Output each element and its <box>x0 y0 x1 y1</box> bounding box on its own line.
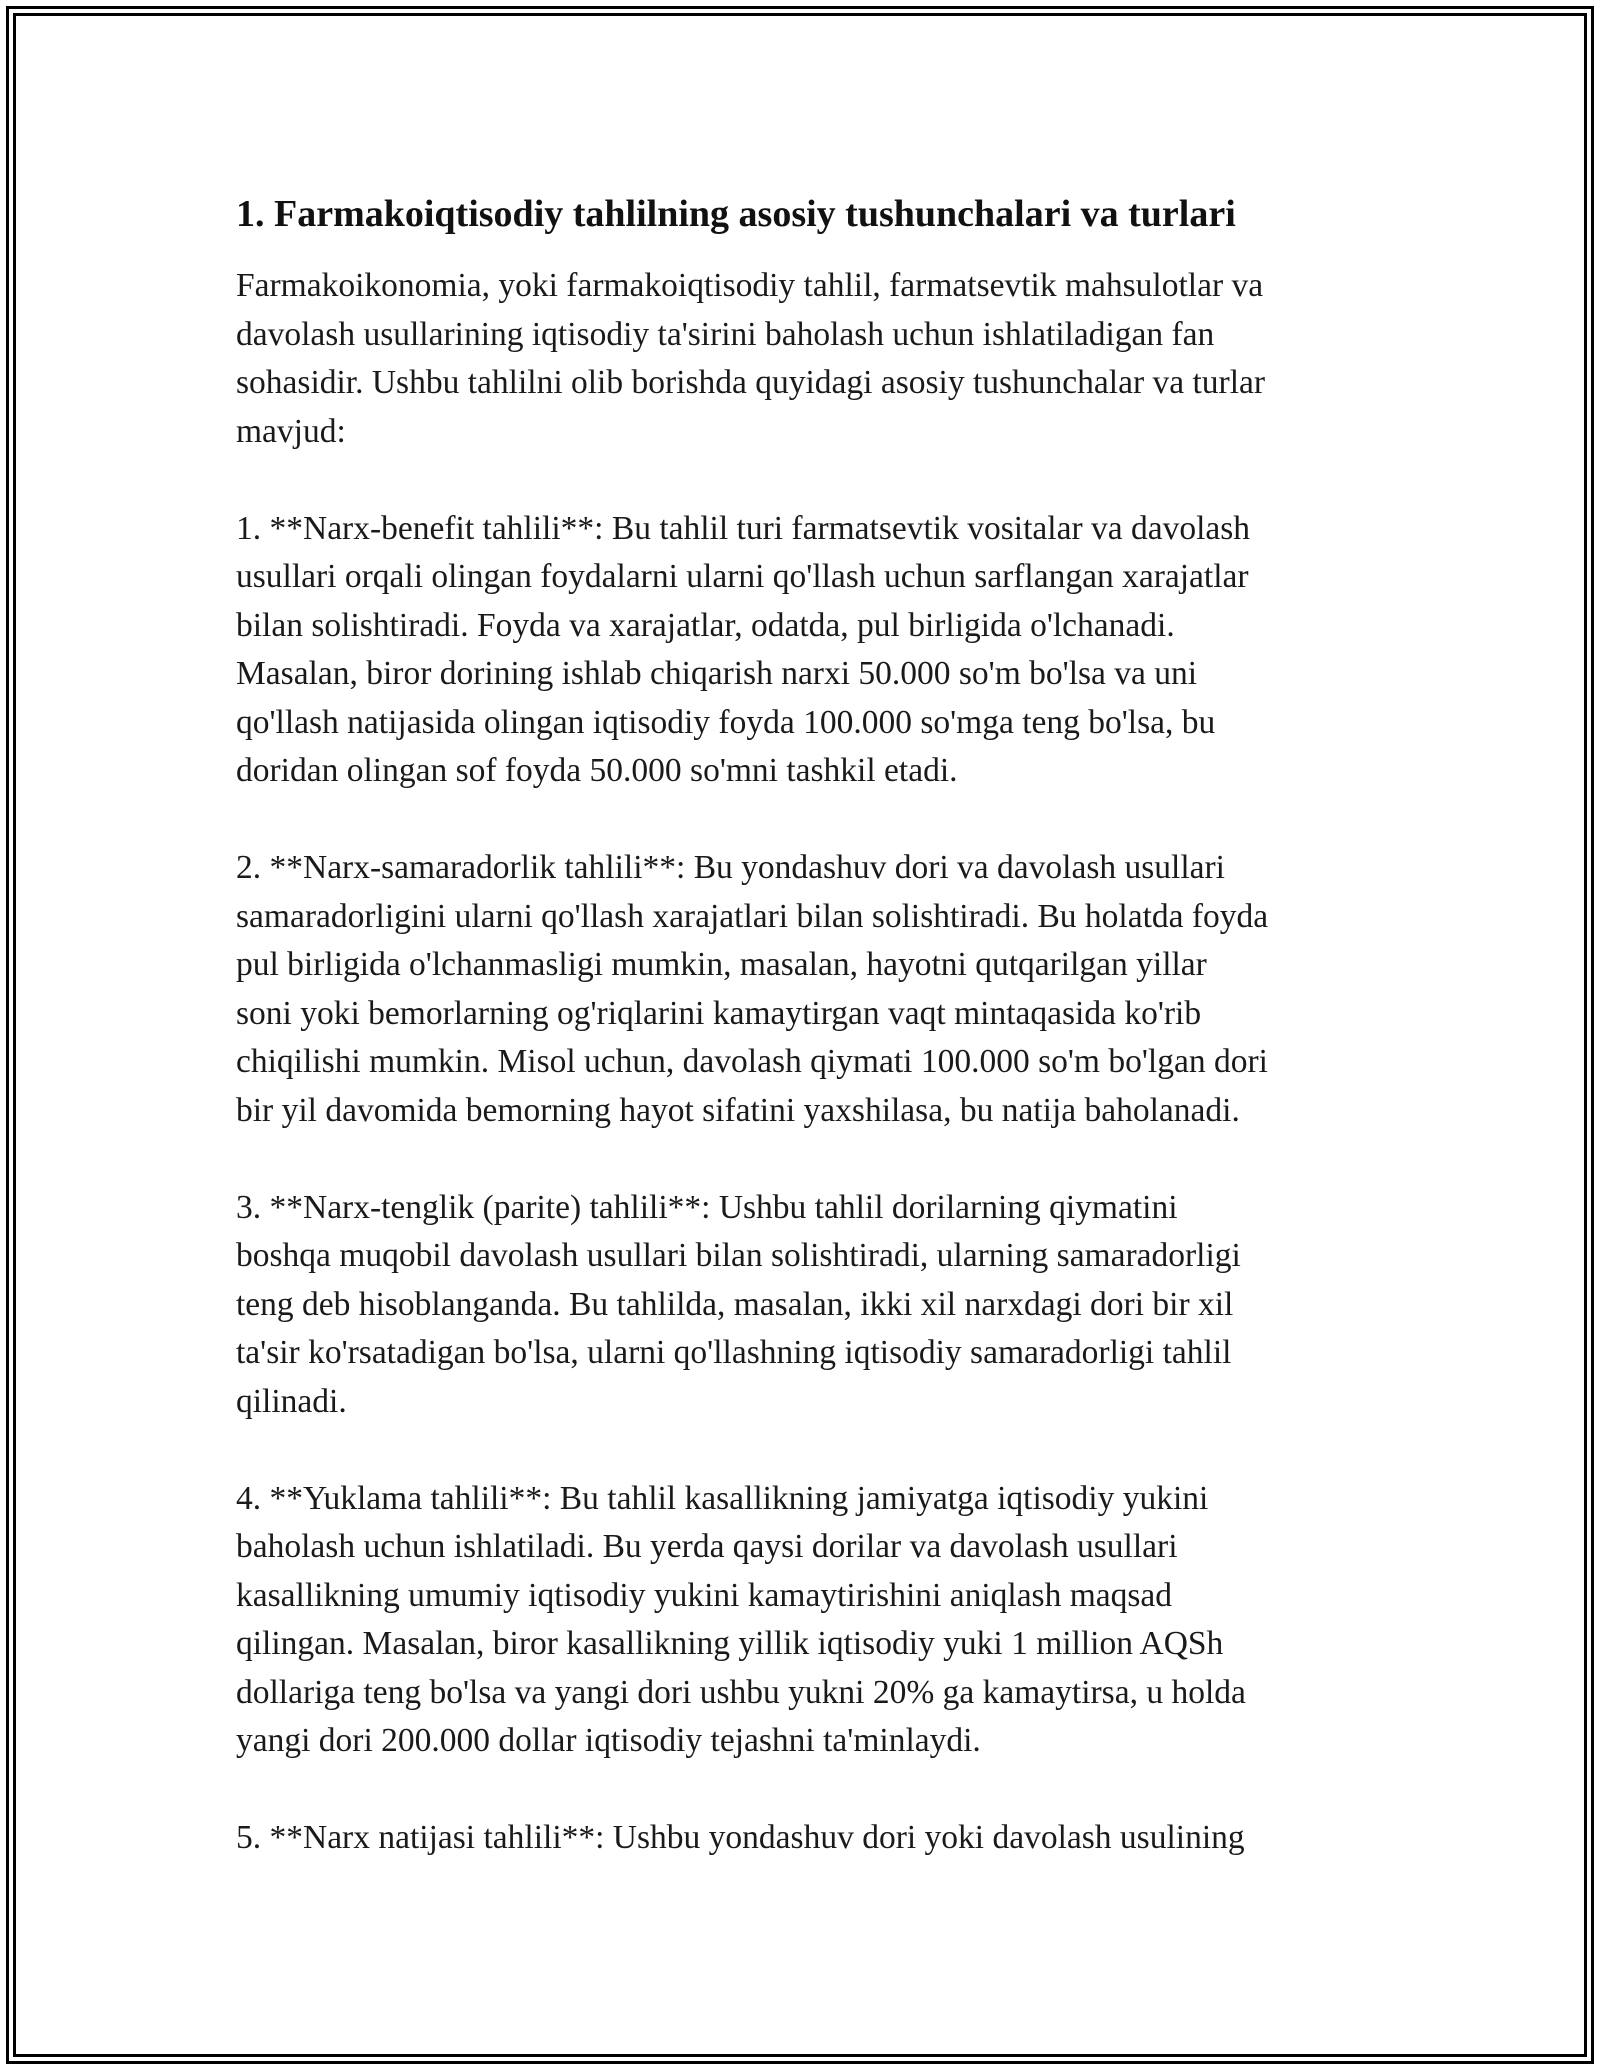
text-line: dollariga teng bo'lsa va yangi dori ushbu yukni 20% ga kamaytirsa, u holda <box>236 1673 1246 1711</box>
text-line: chiqilishi mumkin. Misol uchun, davolash qiymati 100.000 so'm bo'lgan dori <box>236 1043 1268 1080</box>
text-line: soni yoki bemorlarning og'riqlarini kamaytirgan vaqt mintaqasida ko'rib <box>236 994 1202 1032</box>
text-line: qilinadi. <box>236 1382 347 1420</box>
text-line: qo'llash natijasida olingan iqtisodiy foyda 100.000 so'mga teng bo'lsa, bu <box>236 703 1216 741</box>
text-line: bilan solishtiradi. Foyda va xarajatlar, odatda, pul birligida o'lchanadi. <box>236 606 1175 644</box>
list-item-2-paragraph <box>236 844 1386 1135</box>
text-line: 3. **Narx-tenglik (parite) tahlili**: Ushbu tahlil dorilarning qiymatini <box>236 1188 1178 1226</box>
list-item-3-paragraph <box>236 1184 1386 1427</box>
intro-paragraph <box>236 262 1386 456</box>
list-item-1-paragraph <box>236 505 1386 796</box>
document-body <box>236 190 1386 1911</box>
text-line: samaradorligini ularni qo'llash xarajatlari bilan solishtiradi. Bu holatda foyda <box>236 897 1269 935</box>
text-line: bir yil davomida bemorning hayot sifatini yaxshilasa, bu natija baholanadi. <box>236 1091 1240 1129</box>
text-line: 2. **Narx-samaradorlik tahlili**: Bu yondashuv dori va davolash usullari <box>236 849 1225 886</box>
text-line: Farmakoikonomia, yoki farmakoiqtisodiy tahlil, farmatsevtik mahsulotlar va <box>236 267 1264 304</box>
text-line: teng deb hisoblanganda. Bu tahlilda, masalan, ikki xil narxdagi dori bir xil <box>236 1285 1234 1323</box>
text-line: mavjud: <box>236 412 346 450</box>
text-line: usullari orqali olingan foydalarni ularni qo'llash uchun sarflangan xarajatlar <box>236 558 1249 595</box>
text-line: doridan olingan sof foyda 50.000 so'mni tashkil etadi. <box>236 752 958 789</box>
list-item-5-paragraph <box>236 1814 1386 1863</box>
text-line: qilingan. Masalan, biror kasallikning yillik iqtisodiy yuki 1 million AQSh <box>236 1625 1224 1662</box>
text-line: boshqa muqobil davolash usullari bilan solishtiradi, ularning samaradorligi <box>236 1237 1241 1274</box>
text-line: ta'sir ko'rsatadigan bo'lsa, ularni qo'llashning iqtisodiy samaradorligi tahlil <box>236 1334 1232 1371</box>
text-line: pul birligida o'lchanmasligi mumkin, masalan, hayotni qutqarilgan yillar <box>236 946 1207 983</box>
list-item-4-paragraph <box>236 1475 1386 1766</box>
text-line: 5. **Narx natijasi tahlili**: Ushbu yondashuv dori yoki davolash usulining <box>236 1819 1245 1856</box>
text-line: kasallikning umumiy iqtisodiy yukini kamaytirishini aniqlash maqsad <box>236 1576 1173 1614</box>
text-line: Masalan, biror dorining ishlab chiqarish narxi 50.000 so'm bo'lsa va uni <box>236 655 1198 692</box>
text-line: yangi dori 200.000 dollar iqtisodiy tejashni ta'minlaydi. <box>236 1722 981 1759</box>
text-line: baholash uchun ishlatiladi. Bu yerda qaysi dorilar va davolash usullari <box>236 1528 1178 1565</box>
text-line: davolash usullarining iqtisodiy ta'sirini baholash uchun ishlatiladigan fan <box>236 315 1215 353</box>
text-line: 1. **Narx-benefit tahlili**: Bu tahlil turi farmatsevtik vositalar va davolash <box>236 509 1251 547</box>
text-line: 4. **Yuklama tahlili**: Bu tahlil kasallikning jamiyatga iqtisodiy yukini <box>236 1479 1209 1517</box>
text-line: sohasidir. Ushbu tahlilni olib borishda quyidagi asosiy tushunchalar va turlar <box>236 364 1266 401</box>
section-heading: 1. Farmakoiqtisodiy tahlilning asosiy tushunchalari va turlari <box>236 193 1236 235</box>
